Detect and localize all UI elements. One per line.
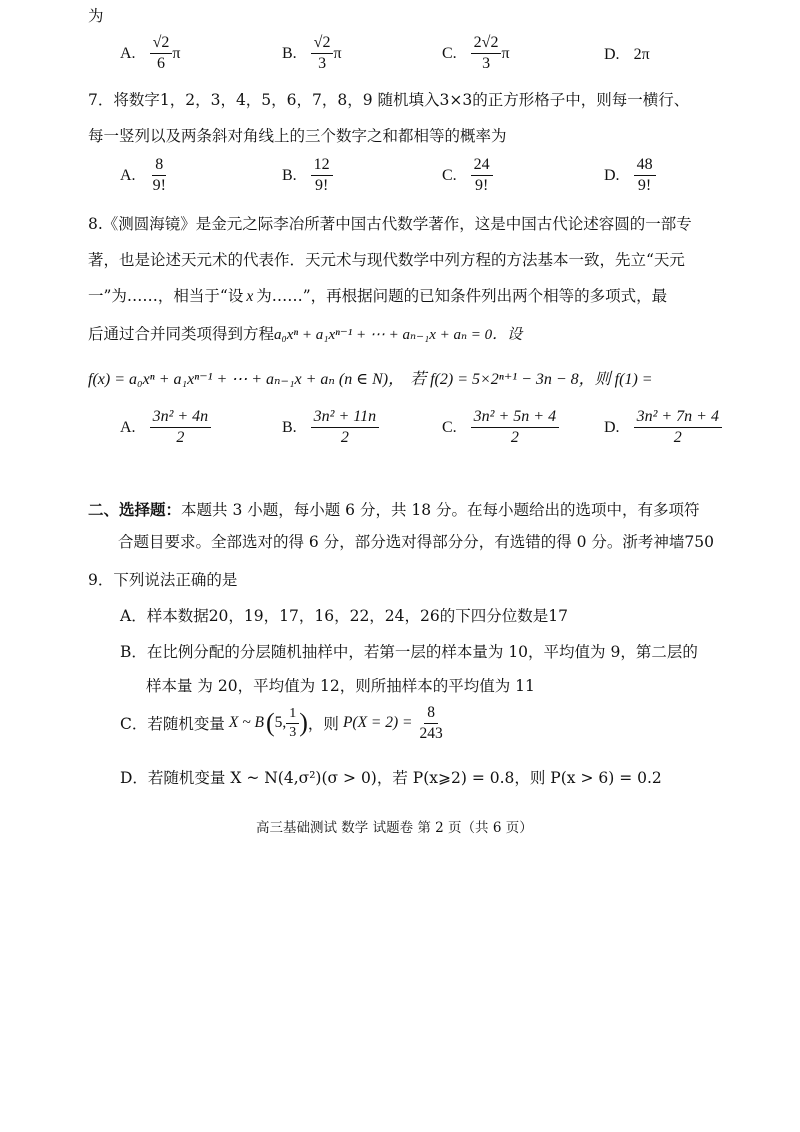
option-label: C. [442,166,457,184]
q8-stem-line4 [88,322,522,344]
fraction-numerator: 8 [424,704,438,724]
q7-option-d [604,156,656,196]
option-c-then: ，则 [307,715,339,734]
q7-option-c [442,156,493,196]
page-footer: 高三基础测试 数学 试题卷 第 2 页（共 6 页） [256,820,533,836]
q7-stem-line1: 7．将数字1，2，3，4，5，6，7，8，9 随机填入3×3的正方形格子中，则每一横行、 [88,91,690,109]
fraction-denominator: 2 [510,429,519,447]
q8-option-c [442,408,559,448]
fraction-denominator: 2 [340,429,349,447]
option-label: A. [120,166,136,184]
option-c-label: C．若随机变量 [120,715,225,734]
fraction-denominator: 2 [176,429,185,447]
q8-option-b [282,408,379,448]
q7-stem-line2: 每一竖列以及两条斜对角线上的三个数字之和都相等的概率为 [88,127,507,145]
q8-option-a [120,408,211,448]
option-label: C. [442,44,457,62]
q8-line4-text: 后通过合并同类项得到方程 [88,325,275,343]
fraction-denominator: 9! [315,177,329,195]
option-c-trials: 5, [274,714,287,732]
option-label: D. [604,418,620,436]
option-suffix: π [172,44,181,62]
option-label: A. [120,44,136,62]
fraction-denominator: 243 [419,724,443,742]
option-c-probability: P(X = 2) = [342,714,413,732]
fraction-denominator: 6 [156,55,165,73]
q6-option-b [282,34,342,74]
fraction-numerator: √2 [311,34,334,54]
q7-option-a [120,156,169,196]
option-label: C. [442,418,457,436]
option-label: B. [282,166,297,184]
q7-option-b [282,156,333,196]
section2-instructions-line2: 合题目要求。全部选对的得 6 分，部分选对得部分分，有选错的得 0 分。浙考神墙750 [118,533,715,551]
fraction-denominator: 9! [637,177,652,195]
fraction-numerator: 12 [311,156,333,176]
q9-stem: 9．下列说法正确的是 [88,571,238,589]
option-label: B. [282,418,297,436]
q6-option-a [120,34,180,74]
q8-polynomial: f(x) = a₀xⁿ + a₁xⁿ⁻¹ + ⋯ + aₙ₋₁x + aₙ (n ∈ N)， [88,371,405,388]
q8-option-d [604,408,722,448]
fraction-denominator: 9! [475,177,489,195]
fraction-numerator: 3n² + 5n + 4 [471,408,559,428]
q8-variable-x: x [246,288,254,305]
q8-stem-line1: 8.《测圆海镜》是金元之际李冶所著中国古代数学著作，这是中国古代论述容圆的一部专 [88,215,692,233]
q6-option-c [442,34,510,74]
fraction-denominator: 3 [289,724,297,740]
section2-title: 二、选择题： [88,500,182,519]
fraction-denominator: 3 [482,55,491,73]
fraction-numerator: 3n² + 4n [150,408,212,428]
fraction-denominator: 2 [673,429,682,447]
q8-stem-line2: 著，也是论述天元术的代表作．天元术与现代数学中列方程的方法基本一致，先立“天元 [88,251,685,269]
q9-option-d: D．若随机变量 X ~ N(4,σ²)(σ > 0)，若 P(x⩾2) = 0.8，则 P(x > 6) = 0.2 [120,769,662,787]
q8-line3-text-a: 一”为……，相当于“设 [88,287,244,305]
q9-option-b-line2: 样本量 为 20，平均值为 12，则所抽样本的平均值为 11 [146,677,535,695]
fraction-numerator: 24 [471,156,493,176]
fraction-numerator: 8 [152,156,166,176]
fraction-numerator: √2 [150,34,173,54]
q9-option-b-line1: B．在比例分配的分层随机抽样中，若第一层的样本量为 10，平均值为 9，第二层的 [120,643,698,661]
option-label: B. [282,44,297,62]
q8-condition: 若 f(2) = 5×2ⁿ⁺¹ − 3n − 8，则 f(1) = [410,371,653,388]
fraction-denominator: 3 [318,55,327,73]
q8-equation: a₀xⁿ + a₁xⁿ⁻¹ + ⋯ + aₙ₋₁x + aₙ = 0．设 [274,327,523,343]
option-value: 2π [633,46,650,63]
q6-tail-text: 为 [88,7,104,25]
option-c-distribution: X ~ B [228,714,264,732]
option-label: D. [604,166,620,184]
option-suffix: π [333,44,342,62]
fraction-denominator: 9! [152,177,166,195]
fraction-numerator: 3n² + 7n + 4 [634,408,722,428]
q8-stem-line5 [88,366,653,389]
option-suffix: π [501,44,510,62]
fraction-numerator: 1 [286,706,299,724]
q6-option-d [604,46,650,64]
fraction-numerator: 3n² + 11n [311,408,379,428]
option-label: A. [120,418,136,436]
section2-instructions-line1 [88,498,700,520]
q9-option-a: A．样本数据20，19，17，16，22，24，26的下四分位数是17 [120,607,568,625]
fraction-numerator: 48 [634,156,656,176]
option-label: D. [604,46,620,63]
q9-option-c: C．若随机变量 X ~ B ( 5, $\frac{1}{3}$ ) ，则 P(X = 2) = $\frac{8}{243}$ [120,704,446,743]
fraction-numerator: 2√2 [471,34,502,54]
section2-line1-text: 本题共 3 小题，每小题 6 分，共 18 分。在每小题给出的选项中，有多项符 [181,501,700,519]
q8-stem-line3 [88,284,667,306]
q8-line3-text-b: 为……”，再根据问题的已知条件列出两个相等的多项式，最 [256,287,668,305]
